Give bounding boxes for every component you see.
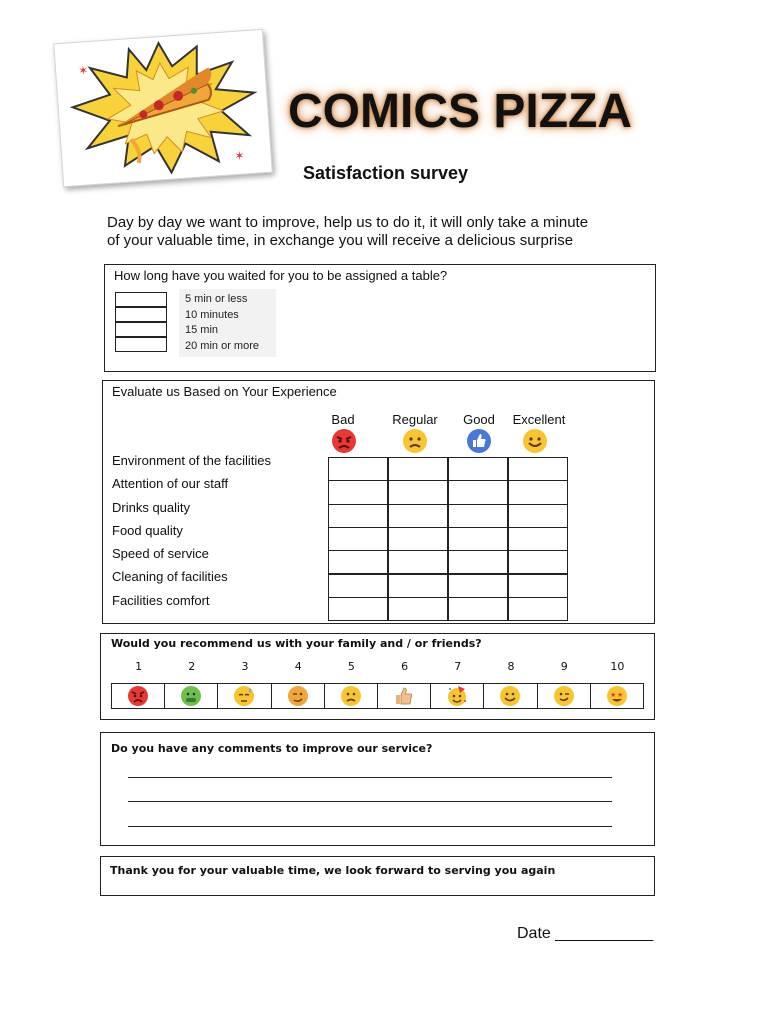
rating-label-excellent: Excellent bbox=[512, 412, 566, 427]
rating-cell[interactable] bbox=[388, 527, 448, 551]
scale-number-10: 10 bbox=[610, 660, 625, 673]
wait-time-option: 15 min bbox=[185, 324, 219, 336]
comment-line-2[interactable] bbox=[128, 801, 612, 802]
thumbs-up-icon bbox=[466, 428, 492, 454]
nauseated-face-icon bbox=[180, 685, 202, 707]
scale-number-6: 6 bbox=[401, 660, 409, 673]
wait-time-checkbox-3[interactable] bbox=[115, 322, 167, 337]
scale-option-1[interactable] bbox=[111, 683, 165, 709]
rating-cell[interactable] bbox=[448, 504, 508, 528]
svg-text:★: ★ bbox=[616, 692, 624, 699]
rating-cell[interactable] bbox=[448, 597, 508, 621]
svg-text:✶: ✶ bbox=[234, 148, 246, 164]
rating-cell[interactable] bbox=[388, 597, 448, 621]
scale-option-3[interactable] bbox=[217, 683, 271, 709]
wait-time-option: 20 min or more bbox=[185, 340, 259, 352]
criteria-label: Cleaning of facilities bbox=[112, 569, 228, 584]
wait-time-checkbox-2[interactable] bbox=[115, 307, 167, 322]
rating-cell[interactable] bbox=[508, 574, 568, 598]
scale-option-2[interactable] bbox=[164, 683, 218, 709]
scale-option-5[interactable] bbox=[324, 683, 378, 709]
criteria-label: Attention of our staff bbox=[112, 476, 229, 491]
question-experience-label: Evaluate us Based on Your Experience bbox=[112, 384, 337, 399]
rating-cell[interactable] bbox=[388, 480, 448, 504]
star-struck-icon bbox=[606, 685, 628, 707]
scale-number-3: 3 bbox=[241, 660, 249, 673]
scale-number-8: 8 bbox=[507, 660, 515, 673]
woozy-face-icon bbox=[287, 685, 309, 707]
svg-text:✶: ✶ bbox=[77, 63, 89, 78]
scale-number-2: 2 bbox=[188, 660, 196, 673]
rating-cell[interactable] bbox=[448, 527, 508, 551]
rating-cell[interactable] bbox=[328, 504, 388, 528]
frowning-face-icon bbox=[340, 685, 362, 707]
rating-cell[interactable] bbox=[448, 480, 508, 504]
brand-logo bbox=[53, 29, 273, 187]
rating-cell[interactable] bbox=[508, 550, 568, 574]
scale-number-9: 9 bbox=[560, 660, 568, 673]
comment-line-1[interactable] bbox=[128, 777, 612, 778]
wait-time-checkbox-1[interactable] bbox=[115, 292, 167, 307]
date-field[interactable]: Date ___________ bbox=[517, 925, 654, 942]
wait-time-option: 5 min or less bbox=[185, 293, 248, 305]
rating-cell[interactable] bbox=[508, 504, 568, 528]
rating-cell[interactable] bbox=[328, 457, 388, 481]
rating-cell[interactable] bbox=[388, 550, 448, 574]
thanks-text: Thank you for your valuable time, we look forward to serving you again bbox=[110, 864, 556, 877]
rating-cell[interactable] bbox=[328, 574, 388, 598]
criteria-label: Facilities comfort bbox=[112, 593, 210, 608]
winking-face-icon bbox=[553, 685, 575, 707]
rating-cell[interactable] bbox=[328, 597, 388, 621]
rating-label-good: Good bbox=[463, 412, 495, 427]
thumbs-up-icon bbox=[393, 685, 415, 707]
scale-option-9[interactable] bbox=[537, 683, 591, 709]
scale-number-4: 4 bbox=[294, 660, 302, 673]
rating-label-bad: Bad bbox=[331, 412, 355, 427]
rating-cell[interactable] bbox=[388, 574, 448, 598]
wait-time-options bbox=[179, 289, 276, 357]
scale-number-7: 7 bbox=[454, 660, 462, 673]
criteria-label: Drinks quality bbox=[112, 500, 191, 515]
scale-option-6[interactable] bbox=[377, 683, 431, 709]
rating-cell[interactable] bbox=[388, 457, 448, 481]
criteria-label: Food quality bbox=[112, 523, 183, 538]
rating-label-regular: Regular bbox=[392, 412, 438, 427]
rating-cell[interactable] bbox=[448, 550, 508, 574]
rating-cell[interactable] bbox=[448, 457, 508, 481]
scale-option-10[interactable] bbox=[590, 683, 644, 709]
party-face-icon bbox=[446, 685, 468, 707]
rating-cell[interactable] bbox=[388, 504, 448, 528]
angry-face-icon bbox=[331, 428, 357, 454]
rating-cell[interactable] bbox=[508, 527, 568, 551]
question-comments-label: Do you have any comments to improve our service? bbox=[111, 742, 433, 755]
rating-cell[interactable] bbox=[508, 457, 568, 481]
intro-line-2: of your valuable time, in exchange you will receive a delicious surprise bbox=[107, 232, 574, 249]
scale-option-8[interactable] bbox=[483, 683, 537, 709]
pizza-burst-icon bbox=[54, 30, 271, 186]
rating-cell[interactable] bbox=[328, 550, 388, 574]
comment-line-3[interactable] bbox=[128, 826, 612, 827]
smiling-face-icon bbox=[522, 428, 548, 454]
smiling-face-icon bbox=[499, 685, 521, 707]
rating-cell[interactable] bbox=[328, 480, 388, 504]
question-wait-time-label: How long have you waited for you to be assigned a table? bbox=[114, 268, 448, 283]
sweat-face-icon bbox=[233, 685, 255, 707]
intro-line-1: Day by day we want to improve, help us to do it, it will only take a minute bbox=[107, 214, 589, 231]
svg-text:★: ★ bbox=[609, 692, 617, 699]
wait-time-option: 10 minutes bbox=[185, 309, 239, 321]
criteria-label: Speed of service bbox=[112, 546, 209, 561]
scale-number-5: 5 bbox=[347, 660, 355, 673]
frowning-face-icon bbox=[402, 428, 428, 454]
rating-cell[interactable] bbox=[508, 597, 568, 621]
rating-cell[interactable] bbox=[448, 574, 508, 598]
survey-title: Satisfaction survey bbox=[303, 163, 469, 183]
scale-number-1: 1 bbox=[135, 660, 143, 673]
wait-time-checkbox-4[interactable] bbox=[115, 337, 167, 352]
rating-cell[interactable] bbox=[328, 527, 388, 551]
scale-option-4[interactable] bbox=[271, 683, 325, 709]
criteria-label: Environment of the facilities bbox=[112, 453, 271, 468]
question-recommend-label: Would you recommend us with your family and / or friends? bbox=[111, 637, 482, 650]
angry-face-icon bbox=[127, 685, 149, 707]
rating-cell[interactable] bbox=[508, 480, 568, 504]
scale-option-7[interactable] bbox=[430, 683, 484, 709]
intro-text bbox=[107, 214, 687, 250]
brand-title: COMICS PIZZA bbox=[288, 85, 632, 138]
